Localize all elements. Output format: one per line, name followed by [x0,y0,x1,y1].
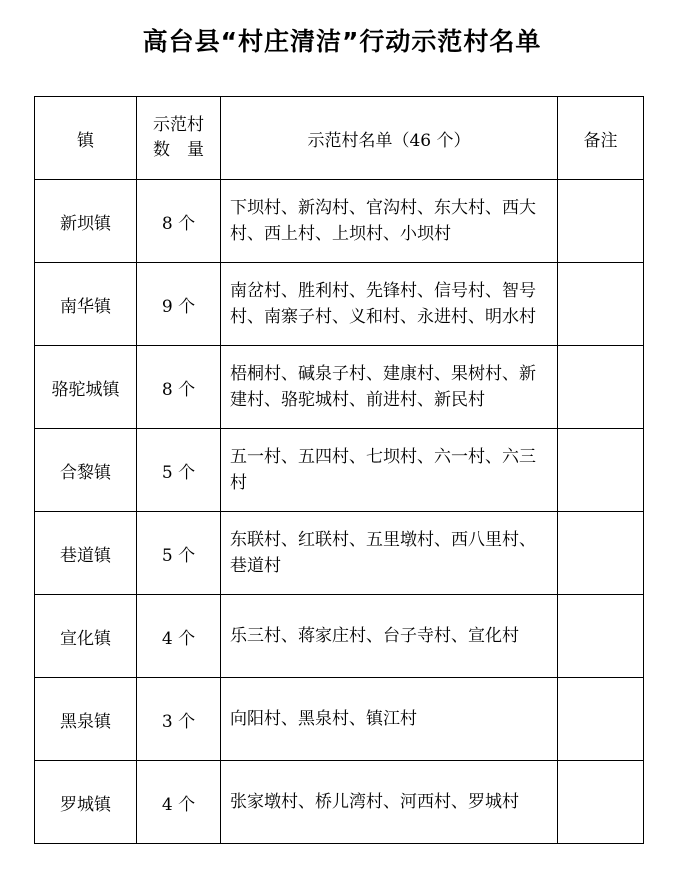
table-row [35,180,644,263]
header-count-line2: 数 量 [153,140,204,160]
count-cell: 4 个 [137,761,221,844]
remark-cell [558,346,644,429]
header-town: 镇 [35,97,137,180]
town-cell: 罗城镇 [35,761,137,844]
count-cell: 9 个 [137,263,221,346]
town-cell: 巷道镇 [35,512,137,595]
header-count-line1: 示范村 [153,115,204,135]
town-cell: 新坝镇 [35,180,137,263]
table-row [35,595,644,678]
header-names: 示范村名单（46 个） [221,97,558,180]
names-cell: 乐三村、蒋家庄村、台子寺村、宣化村 [221,595,558,678]
count-cell: 4 个 [137,595,221,678]
count-cell: 5 个 [137,512,221,595]
remark-cell [558,678,644,761]
table-row [35,761,644,844]
town-cell: 南华镇 [35,263,137,346]
table-row [35,346,644,429]
names-cell: 东联村、红联村、五里墩村、西八里村、巷道村 [221,512,558,595]
header-remark: 备注 [558,97,644,180]
remark-cell [558,512,644,595]
names-cell: 向阳村、黑泉村、镇江村 [221,678,558,761]
names-cell: 梧桐村、碱泉子村、建康村、果树村、新建村、骆驼城村、前进村、新民村 [221,346,558,429]
names-cell: 五一村、五四村、七坝村、六一村、六三村 [221,429,558,512]
table-row [35,263,644,346]
table-header-row [35,97,644,180]
names-cell: 下坝村、新沟村、官沟村、东大村、西大村、西上村、上坝村、小坝村 [221,180,558,263]
remark-cell [558,263,644,346]
count-cell: 5 个 [137,429,221,512]
count-cell: 3 个 [137,678,221,761]
remark-cell [558,595,644,678]
remark-cell [558,180,644,263]
table-row [35,429,644,512]
village-table [34,96,644,844]
names-cell: 南岔村、胜利村、先锋村、信号村、智号村、南寨子村、义和村、永进村、明水村 [221,263,558,346]
header-count [137,97,221,180]
remark-cell [558,761,644,844]
count-cell: 8 个 [137,346,221,429]
table-row [35,512,644,595]
count-cell: 8 个 [137,180,221,263]
town-cell: 骆驼城镇 [35,346,137,429]
town-cell: 合黎镇 [35,429,137,512]
document-title: 高台县“村庄清洁”行动示范村名单 [142,27,542,56]
table-row [35,678,644,761]
town-cell: 黑泉镇 [35,678,137,761]
remark-cell [558,429,644,512]
names-cell: 张家墩村、桥儿湾村、河西村、罗城村 [221,761,558,844]
town-cell: 宣化镇 [35,595,137,678]
